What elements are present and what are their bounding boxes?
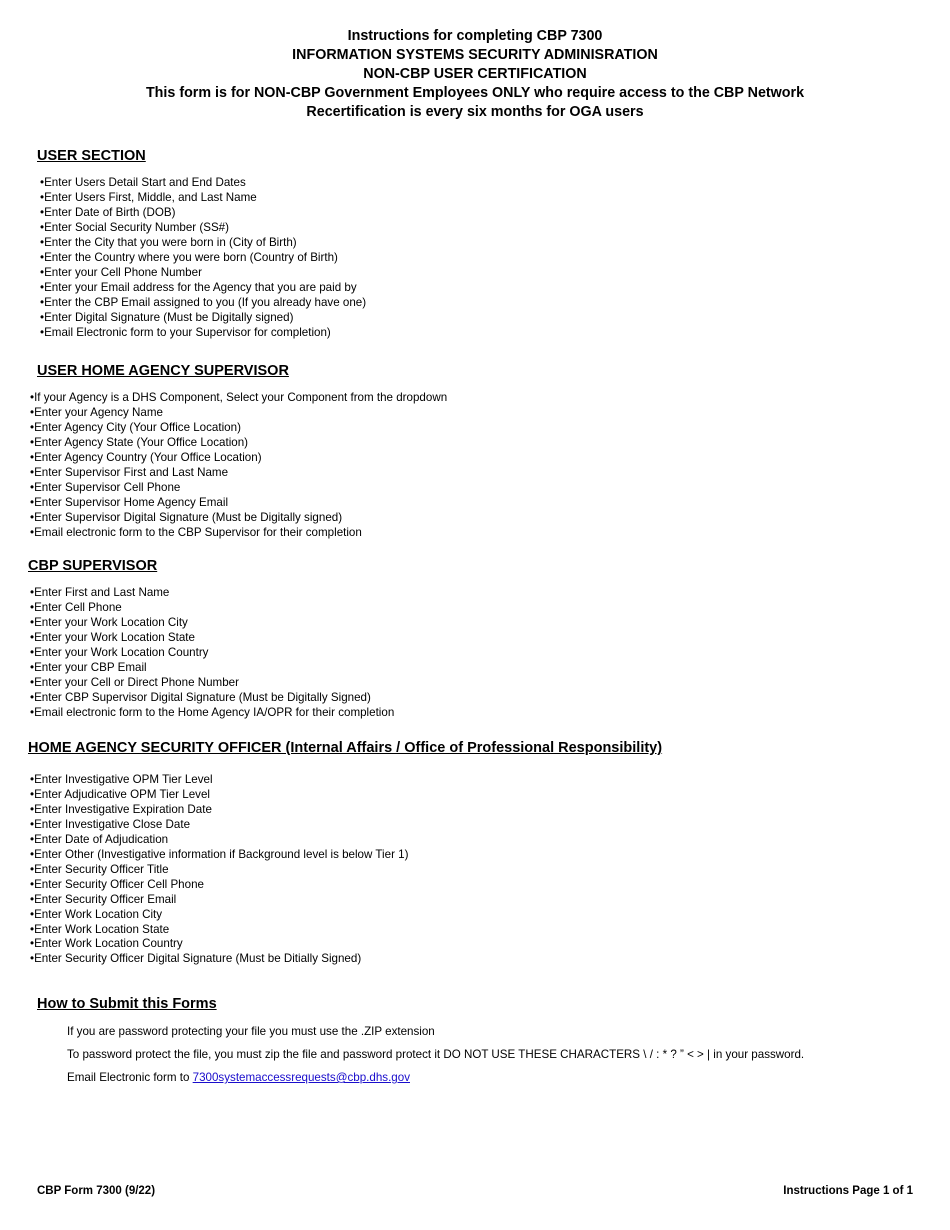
list-item: • Enter Supervisor Home Agency Email xyxy=(30,496,447,511)
list-item: • Email electronic form to the CBP Supervisor for their completion xyxy=(30,526,447,541)
list-item: • Enter Supervisor Digital Signature (Must be Digitally signed) xyxy=(30,511,447,526)
zip-instruction: If you are password protecting your file you must use the .ZIP extension xyxy=(67,1025,435,1038)
header-certification: NON-CBP USER CERTIFICATION xyxy=(363,66,587,82)
list-item: • Enter Security Officer Cell Phone xyxy=(30,878,408,893)
footer-form-number: CBP Form 7300 (9/22) xyxy=(37,1185,156,1197)
list-item: • Enter Investigative Close Date xyxy=(30,818,408,833)
list-item: • Enter Investigative OPM Tier Level xyxy=(30,773,408,788)
list-item: • Enter Social Security Number (SS#) xyxy=(40,221,366,236)
password-instruction: To password protect the file, you must zip the file and password protect it DO NOT USE THESE CHARACTERS \ / : * ? ” < > | in your password. xyxy=(67,1048,805,1061)
list-item: • If your Agency is a DHS Component, Select your Component from the dropdown xyxy=(30,391,447,406)
home-agency-supervisor-title: USER HOME AGENCY SUPERVISOR xyxy=(37,363,289,379)
list-item: • Enter your Email address for the Agency that you are paid by xyxy=(40,281,366,296)
list-item: • Enter the CBP Email assigned to you (If you already have one) xyxy=(40,296,366,311)
list-item: • Enter Agency State (Your Office Location) xyxy=(30,436,447,451)
list-item: • Enter First and Last Name xyxy=(30,586,394,601)
home-agency-supervisor-list xyxy=(30,391,447,541)
list-item: • Enter Adjudicative OPM Tier Level xyxy=(30,788,408,803)
list-item: • Enter your Work Location Country xyxy=(30,646,394,661)
header-title: Instructions for completing CBP 7300 xyxy=(347,28,603,44)
user-section-list xyxy=(40,176,366,340)
header-recertification-note: Recertification is every six months for OGA users xyxy=(306,104,644,120)
list-item: • Enter the City that you were born in (City of Birth) xyxy=(40,236,366,251)
list-item: • Enter Security Officer Digital Signature (Must be Ditially Signed) xyxy=(30,952,408,967)
list-item: • Enter the Country where you were born (Country of Birth) xyxy=(40,251,366,266)
list-item: • Enter Other (Investigative information if Background level is below Tier 1) xyxy=(30,848,408,863)
email-instruction xyxy=(67,1071,410,1084)
list-item: • Enter Agency Country (Your Office Location) xyxy=(30,451,447,466)
cbp-supervisor-list xyxy=(30,586,394,721)
list-item: • Enter Work Location State xyxy=(30,923,408,938)
list-item: • Enter your CBP Email xyxy=(30,661,394,676)
list-item: • Enter Security Officer Title xyxy=(30,863,408,878)
document-header xyxy=(0,27,950,122)
list-item: • Enter Supervisor Cell Phone xyxy=(30,481,447,496)
list-item: • Enter Digital Signature (Must be Digitally signed) xyxy=(40,311,366,326)
list-item: • Enter Security Officer Email xyxy=(30,893,408,908)
user-section-title: USER SECTION xyxy=(37,148,146,164)
header-eligibility-note: This form is for NON-CBP Government Employees ONLY who require access to the CBP Network xyxy=(145,85,805,101)
list-item: • Enter your Cell Phone Number xyxy=(40,266,366,281)
security-officer-list xyxy=(30,773,408,967)
list-item: • Enter Users First, Middle, and Last Name xyxy=(40,191,366,206)
submission-email-link[interactable]: 7300systemaccessrequests@cbp.dhs.gov xyxy=(192,1071,410,1084)
list-item: • Enter Date of Adjudication xyxy=(30,833,408,848)
cbp-supervisor-title: CBP SUPERVISOR xyxy=(28,558,158,574)
list-item: • Enter Cell Phone xyxy=(30,601,394,616)
list-item: • Enter Supervisor First and Last Name xyxy=(30,466,447,481)
list-item: • Enter Work Location Country xyxy=(30,937,408,952)
list-item: • Enter CBP Supervisor Digital Signature (Must be Digitally Signed) xyxy=(30,691,394,706)
email-instruction-prefix: Email Electronic form to xyxy=(67,1071,193,1084)
list-item: • Enter Users Detail Start and End Dates xyxy=(40,176,366,191)
list-item: • Enter your Agency Name xyxy=(30,406,447,421)
list-item: • Enter Date of Birth (DOB) xyxy=(40,206,366,221)
footer-page-number: Instructions Page 1 of 1 xyxy=(783,1185,913,1197)
list-item: • Enter your Work Location City xyxy=(30,616,394,631)
list-item: • Enter Agency City (Your Office Location) xyxy=(30,421,447,436)
header-subtitle: INFORMATION SYSTEMS SECURITY ADMINISRATION xyxy=(292,47,658,63)
list-item: • Email electronic form to the Home Agency IA/OPR for their completion xyxy=(30,706,394,721)
list-item: • Enter Investigative Expiration Date xyxy=(30,803,408,818)
list-item: • Email Electronic form to your Supervisor for completion) xyxy=(40,326,366,341)
security-officer-title: HOME AGENCY SECURITY OFFICER (Internal Affairs / Office of Professional Responsibility) xyxy=(28,740,663,756)
list-item: • Enter your Work Location State xyxy=(30,631,394,646)
list-item: • Enter Work Location City xyxy=(30,908,408,923)
submit-section-title: How to Submit this Forms xyxy=(37,996,217,1012)
list-item: • Enter your Cell or Direct Phone Number xyxy=(30,676,394,691)
